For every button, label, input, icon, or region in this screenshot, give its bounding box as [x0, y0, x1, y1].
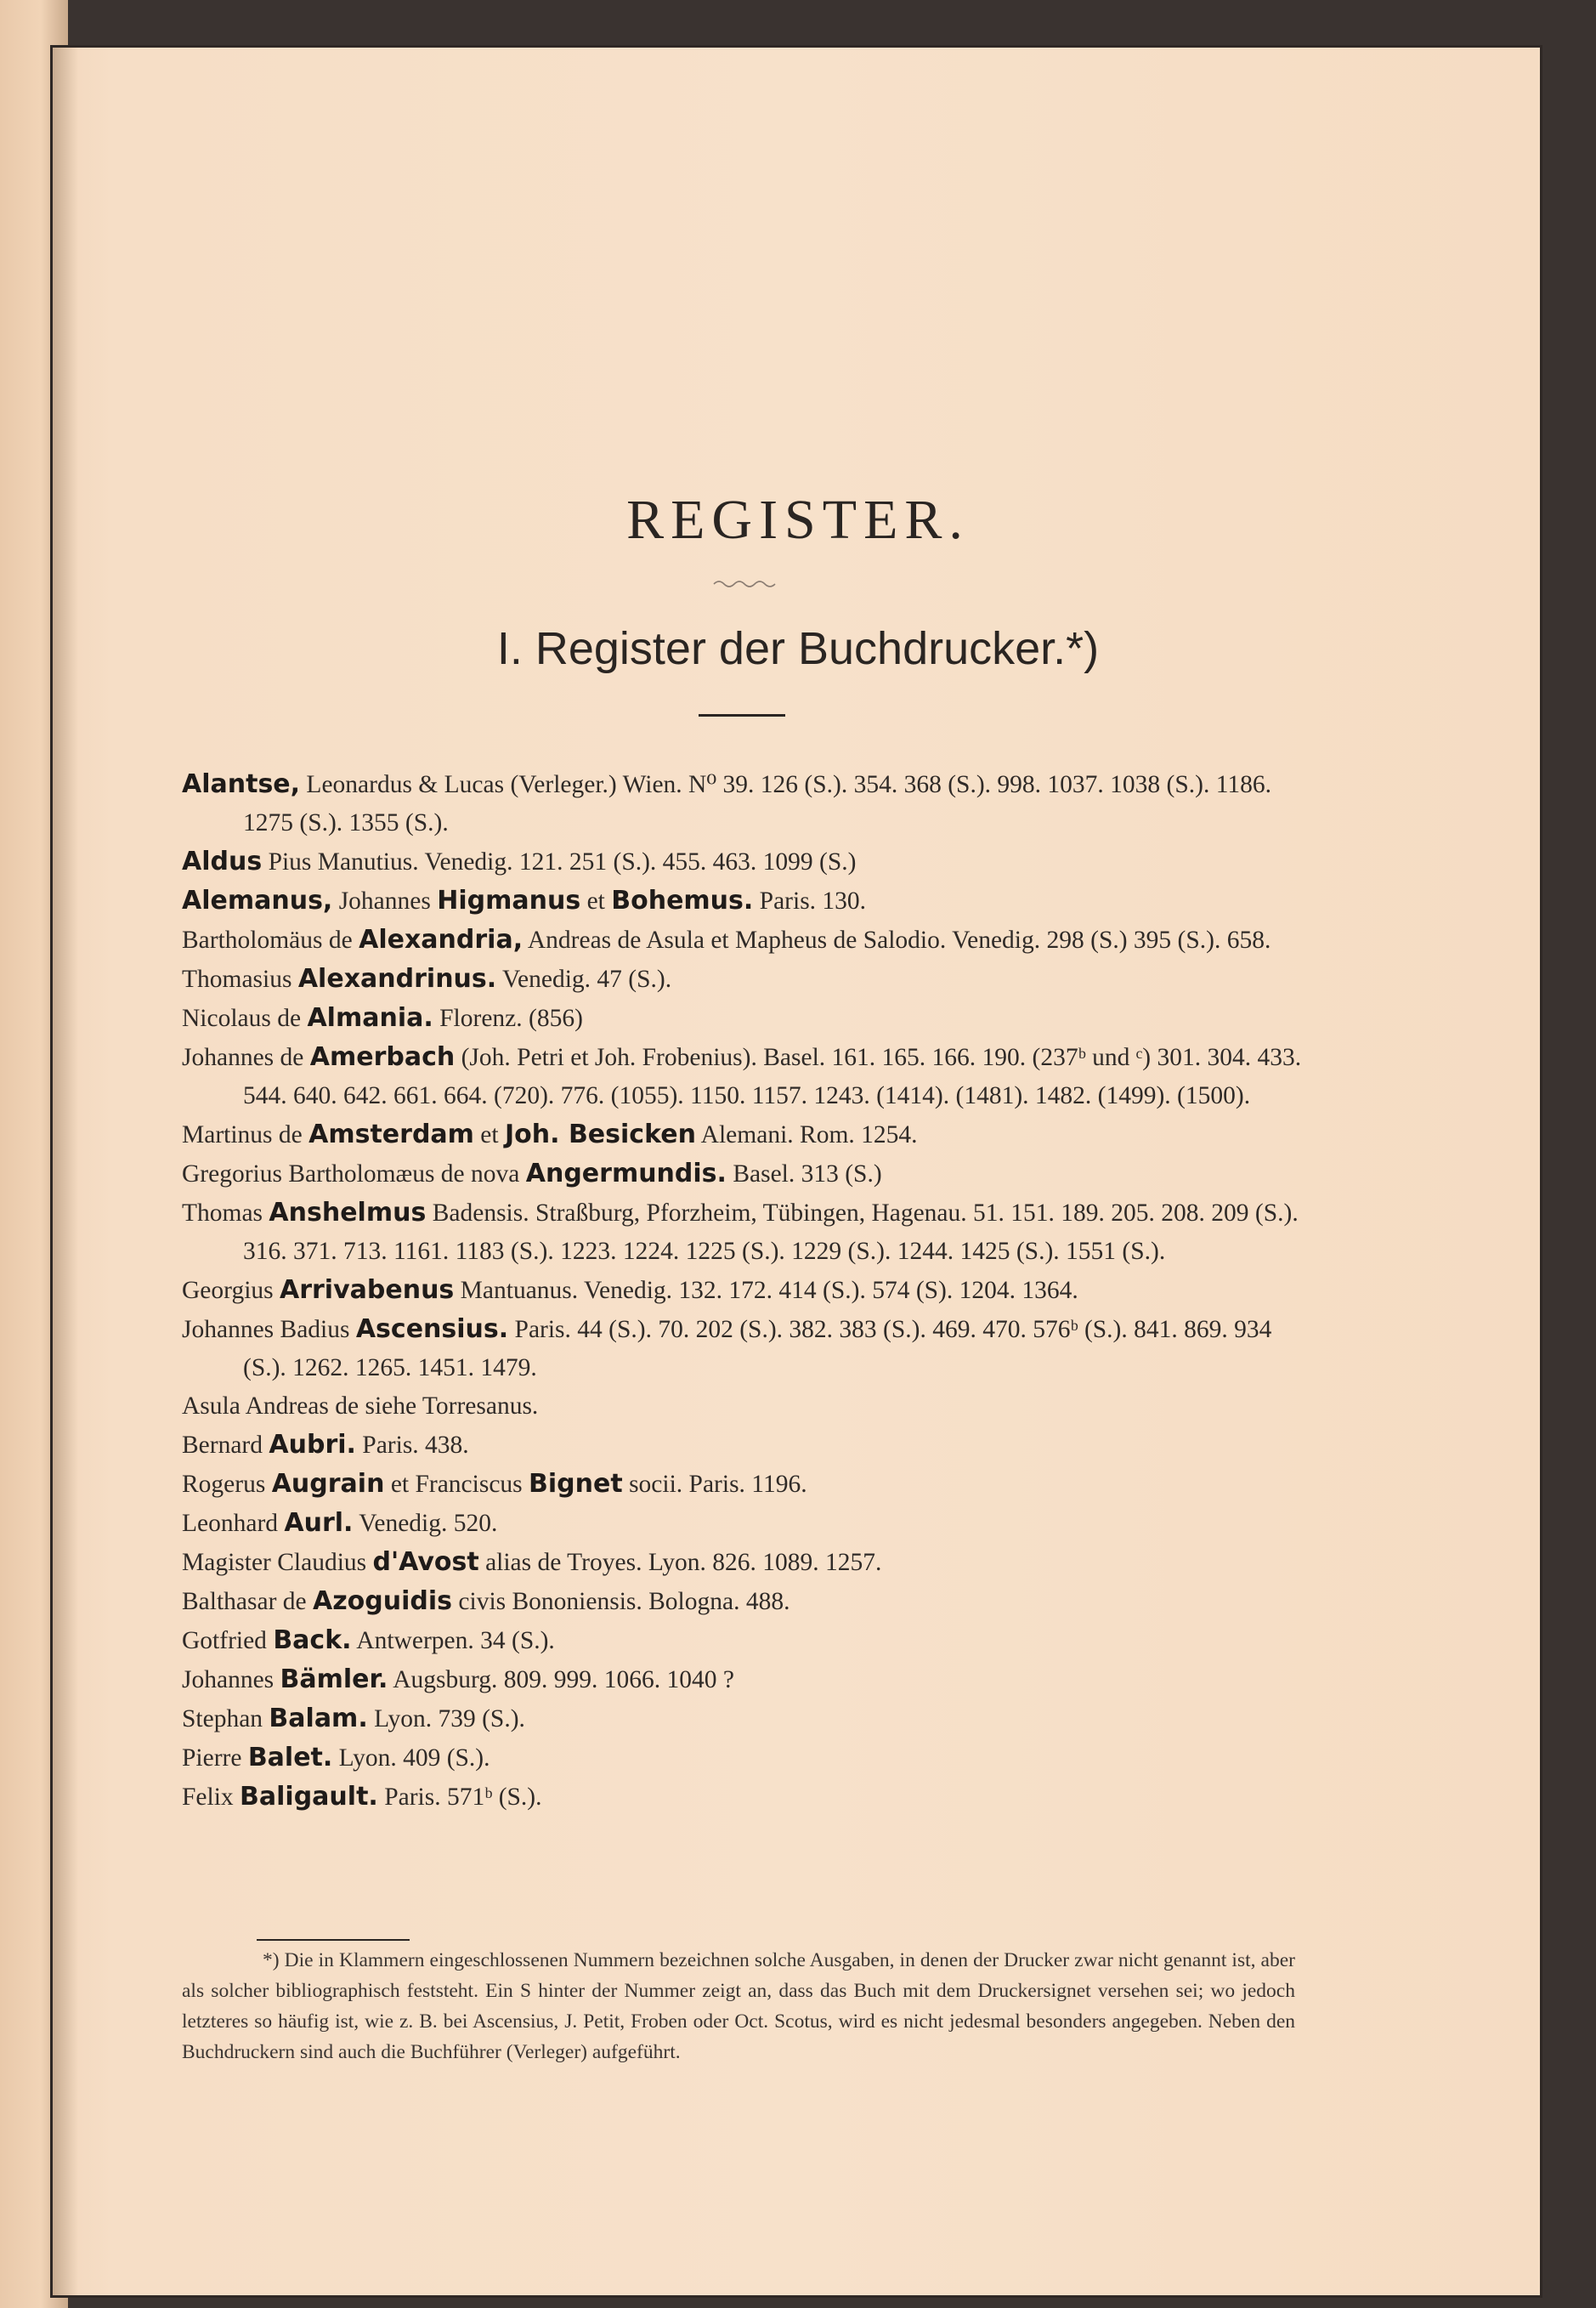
section-title: I. Register der Buchdrucker.*): [496, 623, 1100, 674]
printer-name: Ascensius.: [355, 1314, 509, 1344]
printer-name: Balam.: [269, 1704, 368, 1733]
register-entry: Rogerus Augrain et Franciscus Bignet socii. Paris. 1196.: [182, 1469, 807, 1499]
printer-name: Alexandria,: [359, 925, 524, 955]
printer-name: Angermundis.: [525, 1159, 727, 1188]
footnote-text: *) Die in Klammern eingeschlossenen Nummern bezeichnen solche Ausgaben, in denen der Drucker zwar nicht genannt ist, aber als solcher bibliographisch feststeht. Ein S hinter der Nummer zeigt an, dass das Buch mit dem Druckersignet versehen sei; wo jedoch letzteres so häufig ist, wie z. B. bei Ascensius, J. Petit, Froben oder Oct. Scotus, wird es nicht jedesmal besonders angegeben. Neben den Buchdruckern sind auch die Buchführer (Verleger) aufgeführt.: [182, 1949, 1295, 2063]
printer-name: Aldus: [182, 847, 263, 876]
register-entry: Nicolaus de Almania. Florenz. (856): [182, 1003, 583, 1033]
page-title: REGISTER.: [626, 489, 970, 551]
register-entry: Bernard Aubri. Paris. 438.: [182, 1430, 469, 1460]
register-entry: Stephan Balam. Lyon. 739 (S.).: [182, 1704, 525, 1733]
printer-name: Bohemus.: [611, 886, 754, 916]
register-entry: Felix Baligault. Paris. 571ᵇ (S.).: [182, 1782, 542, 1812]
register-entry: Gotfried Back. Antwerpen. 34 (S.).: [182, 1625, 555, 1655]
register-entry: Asula Andreas de siehe Torresanus.: [182, 1392, 539, 1420]
printer-name: Alexandrinus.: [297, 964, 497, 994]
register-entry: Thomasius Alexandrinus. Venedig. 47 (S.).: [182, 964, 672, 994]
register-entry: Balthasar de Azoguidis civis Bononiensis. Bologna. 488.: [182, 1586, 790, 1616]
printer-name: d'Avost: [372, 1547, 479, 1577]
title-rule: [699, 714, 785, 717]
printer-name: Azoguidis: [313, 1586, 453, 1616]
register-entry: Pierre Balet. Lyon. 409 (S.).: [182, 1743, 490, 1772]
printer-name: Arrivabenus: [280, 1275, 455, 1305]
printer-name: Bignet: [529, 1469, 623, 1499]
printer-name: Balet.: [247, 1743, 333, 1772]
footnote-rule: [257, 1939, 410, 1941]
register-entry: Martinus de Amsterdam et Joh. Besicken Alemani. Rom. 1254.: [182, 1120, 918, 1149]
printer-name: Bämler.: [280, 1664, 388, 1694]
wavy-ornament: [712, 578, 780, 590]
register-entry: Aldus Pius Manutius. Venedig. 121. 251 (S.). 455. 463. 1099 (S.): [182, 847, 857, 876]
printer-name: Higmanus: [437, 886, 581, 916]
register-entry: Thomas Anshelmus Badensis. Straßburg, Pforzheim, Tübingen, Hagenau. 51. 151. 189. 205. 208. 209 (S.). 316. 371. 713. 1161. 1183 (S.). 1223. 1224. 1225 (S.). 1229 (S.). 1244. 1425 (S.). 1551 (S.).: [182, 1198, 1299, 1265]
printer-name: Baligault.: [240, 1782, 378, 1812]
printer-name: Almania.: [307, 1003, 433, 1033]
printer-name: Augrain: [271, 1469, 385, 1499]
printer-name: Back.: [273, 1625, 352, 1655]
footnote: [182, 1945, 1295, 2067]
register-entry: Magister Claudius d'Avost alias de Troyes. Lyon. 826. 1089. 1257.: [182, 1547, 882, 1577]
printer-name: Aurl.: [284, 1508, 354, 1538]
register-entry: Gregorius Bartholomæus de nova Angermundis. Basel. 313 (S.): [182, 1159, 882, 1188]
printer-name: Amsterdam: [308, 1120, 474, 1149]
register-entry: Johannes Bämler. Augsburg. 809. 999. 1066. 1040 ?: [182, 1664, 734, 1694]
register-entry: Johannes Badius Ascensius. Paris. 44 (S.). 70. 202 (S.). 382. 383 (S.). 469. 470. 576ᵇ (S.). 841. 869. 934 (S.). 1262. 1265. 1451. 1479.: [182, 1314, 1272, 1381]
printer-name: Anshelmus: [269, 1198, 427, 1228]
register-entry: Georgius Arrivabenus Mantuanus. Venedig. 132. 172. 414 (S.). 574 (S). 1204. 1364.: [182, 1275, 1078, 1305]
printer-name: Amerbach: [309, 1042, 456, 1072]
register-entry: Johannes de Amerbach (Joh. Petri et Joh. Frobenius). Basel. 161. 165. 166. 190. (237ᵇ und ᶜ) 301. 304. 433. 544. 640. 642. 661. 664. (720). 776. (1055). 1150. 1157. 1243. (1414). (1481). 1482. (1499). (1500).: [182, 1042, 1302, 1109]
printer-name: Aubri.: [269, 1430, 356, 1460]
register-entry: Alantse, Leonardus & Lucas (Verleger.) Wien. N⁰ 39. 126 (S.). 354. 368 (S.). 998. 1037. 1038 (S.). 1186. 1275 (S.). 1355 (S.).: [182, 769, 1271, 836]
register-list: [182, 765, 1312, 1817]
printer-name: Alantse,: [182, 769, 301, 799]
gutter-shadow: [53, 48, 78, 2295]
register-entry: Alemanus, Johannes Higmanus et Bohemus. Paris. 130.: [182, 886, 867, 916]
printer-name: Alemanus,: [182, 886, 333, 916]
printer-name: Joh. Besicken: [504, 1120, 696, 1149]
register-entry: Bartholomäus de Alexandria, Andreas de Asula et Mapheus de Salodio. Venedig. 298 (S.) 395 (S.). 658.: [182, 925, 1271, 955]
register-entry: Leonhard Aurl. Venedig. 520.: [182, 1508, 498, 1538]
